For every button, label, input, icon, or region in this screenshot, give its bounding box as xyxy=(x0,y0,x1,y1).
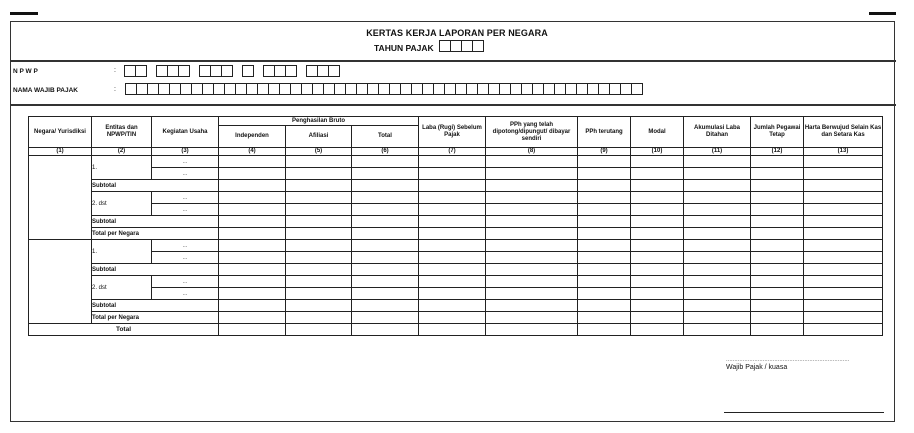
value-cell[interactable] xyxy=(286,216,352,228)
column-number: (12) xyxy=(751,148,804,156)
value-cell[interactable] xyxy=(804,180,883,192)
value-cell[interactable] xyxy=(631,180,684,192)
nama-wajib-pajak-input[interactable] xyxy=(126,83,643,95)
value-cell[interactable] xyxy=(578,180,631,192)
value-cell[interactable] xyxy=(804,204,883,216)
value-cell[interactable] xyxy=(631,288,684,300)
value-cell[interactable] xyxy=(486,168,578,180)
value-cell[interactable] xyxy=(419,276,486,288)
column-number: (9) xyxy=(578,148,631,156)
value-cell[interactable] xyxy=(219,168,286,180)
value-cell[interactable] xyxy=(486,324,578,336)
signature-label: Wajib Pajak / kuasa xyxy=(726,364,788,371)
value-cell[interactable] xyxy=(219,228,286,240)
column-number: (6) xyxy=(352,148,419,156)
value-cell[interactable] xyxy=(578,204,631,216)
column-number: (10) xyxy=(631,148,684,156)
value-cell[interactable] xyxy=(219,288,286,300)
value-cell[interactable] xyxy=(578,264,631,276)
value-cell[interactable] xyxy=(419,216,486,228)
value-cell[interactable] xyxy=(486,288,578,300)
value-cell[interactable] xyxy=(486,192,578,204)
value-cell[interactable] xyxy=(751,300,804,312)
npwp-box[interactable] xyxy=(328,65,340,77)
column-number: (7) xyxy=(419,148,486,156)
value-cell[interactable] xyxy=(419,324,486,336)
value-cell[interactable] xyxy=(486,216,578,228)
value-cell[interactable] xyxy=(631,192,684,204)
value-cell[interactable] xyxy=(419,300,486,312)
value-cell[interactable] xyxy=(419,288,486,300)
tahun-pajak-box[interactable] xyxy=(472,40,484,52)
nama-colon: : xyxy=(114,86,116,93)
column-number: (13) xyxy=(804,148,883,156)
value-cell[interactable] xyxy=(219,180,286,192)
column-number: (11) xyxy=(684,148,751,156)
npwp-box[interactable] xyxy=(242,65,254,77)
value-cell[interactable] xyxy=(684,204,751,216)
value-cell[interactable] xyxy=(751,168,804,180)
value-cell[interactable] xyxy=(219,264,286,276)
value-cell[interactable] xyxy=(352,288,419,300)
value-cell[interactable] xyxy=(286,312,352,324)
header-modal: Modal xyxy=(631,117,684,148)
subtotal-label: Subtotal xyxy=(92,264,219,276)
value-cell[interactable] xyxy=(219,156,286,168)
header-entitas: Entitas dan NPWP/TIN xyxy=(92,117,152,148)
value-cell[interactable] xyxy=(751,252,804,264)
column-number: (4) xyxy=(219,148,286,156)
value-cell[interactable] xyxy=(804,312,883,324)
value-cell[interactable] xyxy=(352,312,419,324)
value-cell[interactable] xyxy=(751,264,804,276)
value-cell[interactable] xyxy=(751,240,804,252)
value-cell[interactable] xyxy=(219,324,286,336)
nama-wajib-pajak-box[interactable] xyxy=(631,83,643,95)
value-cell[interactable] xyxy=(419,264,486,276)
value-cell[interactable] xyxy=(419,180,486,192)
value-cell[interactable] xyxy=(578,312,631,324)
kegiatan-cell: ... xyxy=(152,204,219,216)
table-row xyxy=(29,156,883,168)
value-cell[interactable] xyxy=(352,252,419,264)
npwp-label: N P W P xyxy=(13,68,38,75)
value-cell[interactable] xyxy=(286,180,352,192)
value-cell[interactable] xyxy=(631,240,684,252)
value-cell[interactable] xyxy=(578,252,631,264)
value-cell[interactable] xyxy=(804,324,883,336)
kegiatan-cell: ... xyxy=(152,156,219,168)
value-cell[interactable] xyxy=(286,288,352,300)
value-cell[interactable] xyxy=(286,228,352,240)
value-cell[interactable] xyxy=(419,228,486,240)
value-cell[interactable] xyxy=(419,168,486,180)
subtotal-label: Subtotal xyxy=(92,180,219,192)
kegiatan-cell: ... xyxy=(152,168,219,180)
value-cell[interactable] xyxy=(419,204,486,216)
header-pph-terutang: PPh terutang xyxy=(578,117,631,148)
value-cell[interactable] xyxy=(419,312,486,324)
value-cell[interactable] xyxy=(578,216,631,228)
negara-cell xyxy=(29,240,92,324)
value-cell[interactable] xyxy=(578,192,631,204)
value-cell[interactable] xyxy=(486,204,578,216)
value-cell[interactable] xyxy=(751,216,804,228)
entity-cell: 2. dst xyxy=(92,192,152,216)
header-harta: Harta Berwujud Selain Kas dan Setara Kas xyxy=(804,117,883,148)
value-cell[interactable] xyxy=(352,156,419,168)
value-cell[interactable] xyxy=(286,276,352,288)
entity-cell: 1. xyxy=(92,156,152,180)
table-row xyxy=(29,252,883,264)
value-cell[interactable] xyxy=(751,156,804,168)
npwp-group xyxy=(156,65,190,77)
value-cell[interactable] xyxy=(486,240,578,252)
tahun-pajak-label: TAHUN PAJAK xyxy=(374,43,434,53)
value-cell[interactable] xyxy=(486,264,578,276)
header-akumulasi: Akumulasi Laba Ditahan xyxy=(684,117,751,148)
value-cell[interactable] xyxy=(578,228,631,240)
value-cell[interactable] xyxy=(684,192,751,204)
value-cell[interactable] xyxy=(286,168,352,180)
signature-line xyxy=(724,412,884,413)
value-cell[interactable] xyxy=(352,192,419,204)
value-cell[interactable] xyxy=(751,204,804,216)
value-cell[interactable] xyxy=(286,240,352,252)
subtotal-row xyxy=(29,300,883,312)
value-cell[interactable] xyxy=(578,156,631,168)
value-cell[interactable] xyxy=(578,288,631,300)
header-total: Total xyxy=(352,126,419,148)
value-cell[interactable] xyxy=(286,324,352,336)
grand-total-label: Total xyxy=(29,324,219,336)
value-cell[interactable] xyxy=(631,204,684,216)
fields-divider xyxy=(10,104,896,106)
value-cell[interactable] xyxy=(486,156,578,168)
value-cell[interactable] xyxy=(352,264,419,276)
subtotal-row xyxy=(29,264,883,276)
column-number: (8) xyxy=(486,148,578,156)
value-cell[interactable] xyxy=(684,324,751,336)
table-row xyxy=(29,276,883,288)
value-cell[interactable] xyxy=(286,264,352,276)
value-cell[interactable] xyxy=(684,264,751,276)
npwp-group xyxy=(199,65,233,77)
npwp-box[interactable] xyxy=(285,65,297,77)
value-cell[interactable] xyxy=(419,156,486,168)
npwp-group xyxy=(124,65,147,77)
subtotal-label: Subtotal xyxy=(92,300,219,312)
value-cell[interactable] xyxy=(804,228,883,240)
total-per-negara-row xyxy=(29,312,883,324)
value-cell[interactable] xyxy=(578,276,631,288)
value-cell[interactable] xyxy=(684,252,751,264)
value-cell[interactable] xyxy=(804,276,883,288)
value-cell[interactable] xyxy=(352,180,419,192)
value-cell[interactable] xyxy=(684,312,751,324)
table-row xyxy=(29,288,883,300)
value-cell[interactable] xyxy=(751,180,804,192)
total-per-negara-label: Total per Negara xyxy=(92,228,219,240)
value-cell[interactable] xyxy=(804,288,883,300)
total-per-negara-row xyxy=(29,228,883,240)
value-cell[interactable] xyxy=(631,156,684,168)
value-cell[interactable] xyxy=(631,264,684,276)
tahun-pajak-input[interactable] xyxy=(440,40,484,52)
header-kegiatan: Kegiatan Usaha xyxy=(152,117,219,148)
report-table xyxy=(28,116,883,336)
header-afiliasi: Afiliasi xyxy=(286,126,352,148)
value-cell[interactable] xyxy=(352,276,419,288)
value-cell[interactable] xyxy=(219,240,286,252)
value-cell[interactable] xyxy=(486,300,578,312)
value-cell[interactable] xyxy=(486,180,578,192)
value-cell[interactable] xyxy=(419,252,486,264)
value-cell[interactable] xyxy=(631,300,684,312)
value-cell[interactable] xyxy=(684,300,751,312)
value-cell[interactable] xyxy=(286,204,352,216)
value-cell[interactable] xyxy=(352,240,419,252)
table-row xyxy=(29,204,883,216)
kegiatan-cell: ... xyxy=(152,276,219,288)
kegiatan-cell: ... xyxy=(152,252,219,264)
value-cell[interactable] xyxy=(578,168,631,180)
header-independen: Independen xyxy=(219,126,286,148)
value-cell[interactable] xyxy=(578,240,631,252)
kegiatan-cell: ... xyxy=(152,288,219,300)
header-penghasilan-bruto: Penghasilan Bruto xyxy=(219,117,419,126)
npwp-box[interactable] xyxy=(178,65,190,77)
column-number: (2) xyxy=(92,148,152,156)
header-negara: Negara/ Yurisdiksi xyxy=(29,117,92,148)
value-cell[interactable] xyxy=(219,192,286,204)
npwp-box[interactable] xyxy=(135,65,147,77)
npwp-box[interactable] xyxy=(221,65,233,77)
value-cell[interactable] xyxy=(219,300,286,312)
value-cell[interactable] xyxy=(352,216,419,228)
value-cell[interactable] xyxy=(751,228,804,240)
value-cell[interactable] xyxy=(751,324,804,336)
header-pph-dipotong: PPh yang telah dipotong/dipungut/ dibayar sendiri xyxy=(486,117,578,148)
table-row xyxy=(29,192,883,204)
value-cell[interactable] xyxy=(631,228,684,240)
value-cell[interactable] xyxy=(486,276,578,288)
value-cell[interactable] xyxy=(631,216,684,228)
value-cell[interactable] xyxy=(804,156,883,168)
subtotal-label: Subtotal xyxy=(92,216,219,228)
value-cell[interactable] xyxy=(804,192,883,204)
registration-mark-right xyxy=(869,12,896,15)
value-cell[interactable] xyxy=(804,240,883,252)
npwp-input[interactable] xyxy=(124,65,340,77)
value-cell[interactable] xyxy=(352,300,419,312)
npwp-colon: : xyxy=(114,67,116,74)
entity-cell: 1. xyxy=(92,240,152,264)
value-cell[interactable] xyxy=(684,228,751,240)
value-cell[interactable] xyxy=(352,324,419,336)
value-cell[interactable] xyxy=(751,276,804,288)
column-number: (1) xyxy=(29,148,92,156)
kegiatan-cell: ... xyxy=(152,240,219,252)
value-cell[interactable] xyxy=(631,276,684,288)
value-cell[interactable] xyxy=(631,168,684,180)
column-number: (5) xyxy=(286,148,352,156)
value-cell[interactable] xyxy=(352,168,419,180)
value-cell[interactable] xyxy=(219,216,286,228)
npwp-group xyxy=(306,65,340,77)
entity-cell: 2. dst xyxy=(92,276,152,300)
table-row xyxy=(29,168,883,180)
kegiatan-cell: ... xyxy=(152,192,219,204)
value-cell[interactable] xyxy=(578,324,631,336)
value-cell[interactable] xyxy=(804,168,883,180)
value-cell[interactable] xyxy=(486,252,578,264)
npwp-group xyxy=(242,65,254,77)
value-cell[interactable] xyxy=(286,252,352,264)
value-cell[interactable] xyxy=(578,300,631,312)
value-cell[interactable] xyxy=(804,216,883,228)
value-cell[interactable] xyxy=(751,312,804,324)
header-laba: Laba (Rugi) Sebelum Pajak xyxy=(419,117,486,148)
column-number: (3) xyxy=(152,148,219,156)
value-cell[interactable] xyxy=(684,240,751,252)
value-cell[interactable] xyxy=(631,312,684,324)
value-cell[interactable] xyxy=(286,156,352,168)
value-cell[interactable] xyxy=(631,252,684,264)
subtotal-row xyxy=(29,216,883,228)
value-cell[interactable] xyxy=(631,324,684,336)
value-cell[interactable] xyxy=(804,264,883,276)
form-title: KERTAS KERJA LAPORAN PER NEGARA xyxy=(366,28,548,38)
value-cell[interactable] xyxy=(684,276,751,288)
value-cell[interactable] xyxy=(684,156,751,168)
signature-dotted-line: .......................................................................... xyxy=(726,357,850,363)
value-cell[interactable] xyxy=(286,300,352,312)
npwp-group xyxy=(263,65,297,77)
value-cell[interactable] xyxy=(684,180,751,192)
table-row xyxy=(29,240,883,252)
value-cell[interactable] xyxy=(219,252,286,264)
value-cell[interactable] xyxy=(486,228,578,240)
value-cell[interactable] xyxy=(684,216,751,228)
total-per-negara-label: Total per Negara xyxy=(92,312,219,324)
value-cell[interactable] xyxy=(352,204,419,216)
value-cell[interactable] xyxy=(219,204,286,216)
value-cell[interactable] xyxy=(751,192,804,204)
value-cell[interactable] xyxy=(751,288,804,300)
registration-mark-left xyxy=(10,12,38,15)
header-pegawai: Jumlah Pegawai Tetap xyxy=(751,117,804,148)
value-cell[interactable] xyxy=(419,240,486,252)
value-cell[interactable] xyxy=(684,168,751,180)
nama-wajib-pajak-label: NAMA WAJIB PAJAK xyxy=(13,87,79,94)
value-cell[interactable] xyxy=(804,252,883,264)
value-cell[interactable] xyxy=(219,312,286,324)
value-cell[interactable] xyxy=(486,312,578,324)
value-cell[interactable] xyxy=(419,192,486,204)
subtotal-row xyxy=(29,180,883,192)
negara-cell xyxy=(29,156,92,240)
value-cell[interactable] xyxy=(804,300,883,312)
grand-total-row xyxy=(29,324,883,336)
value-cell[interactable] xyxy=(219,276,286,288)
header-divider xyxy=(10,60,896,62)
value-cell[interactable] xyxy=(352,228,419,240)
value-cell[interactable] xyxy=(684,288,751,300)
value-cell[interactable] xyxy=(286,192,352,204)
